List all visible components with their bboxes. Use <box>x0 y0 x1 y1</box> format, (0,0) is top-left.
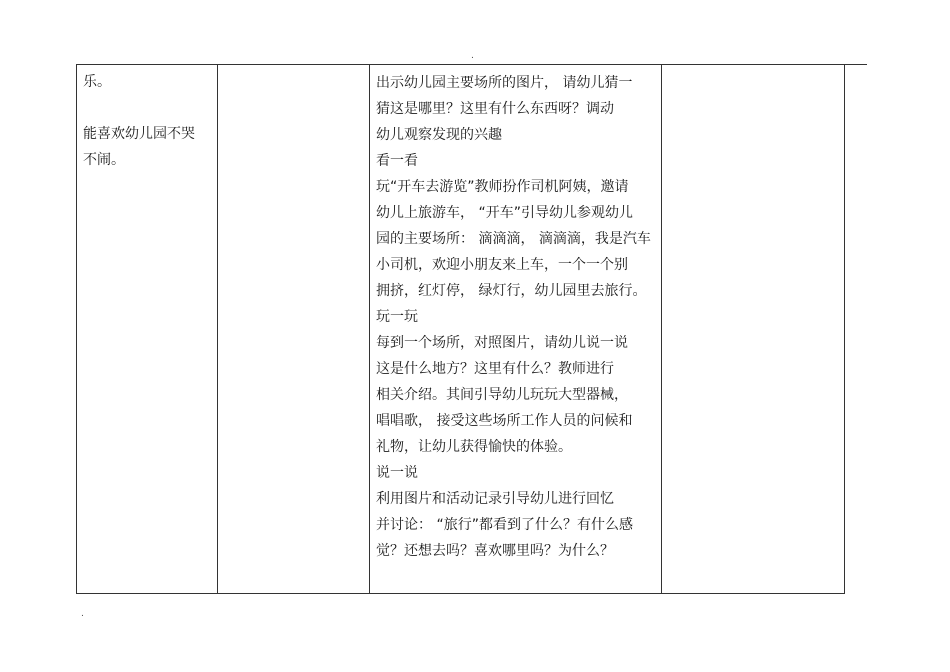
activity-line: 觉？还想去吗？喜欢哪里吗？为什么？ <box>376 543 614 559</box>
activity-line: 利用图片和活动记录引导幼儿进行回忆 <box>376 491 614 507</box>
goals-line: 不闹。 <box>83 152 125 168</box>
activity-line: 玩“开车去游览”教师扮作司机阿姨，邀请 <box>376 179 629 195</box>
goals-blank-line <box>83 95 217 121</box>
table-cell-preparation <box>218 65 370 594</box>
activity-text-block <box>370 65 661 564</box>
activity-line: 这是什么地方？这里有什么？教师进行 <box>376 361 614 377</box>
activity-section-heading: 玩一玩 <box>376 309 418 325</box>
activity-line: 相关介绍。其间引导幼儿玩玩大型器械， <box>376 387 628 403</box>
activity-line: 礼物，让幼儿获得愉快的体验。 <box>376 439 572 455</box>
activity-line: 每到一个场所，对照图片，请幼儿说一说 <box>376 335 628 351</box>
activity-line: 并讨论： “旅行”都看到了什么？有什么感 <box>376 517 633 533</box>
activity-line: 唱唱歌， 接受这些场所工作人员的问候和 <box>376 413 633 429</box>
goals-text-block <box>77 65 217 173</box>
activity-line: 小司机，欢迎小朋友来上车，一个一个别 <box>376 257 628 273</box>
activity-line: 出示幼儿园主要场所的图片， 请幼儿猜一 <box>376 75 633 91</box>
table-cell-activity-process <box>370 65 662 594</box>
activity-section-heading: 说一说 <box>376 465 418 481</box>
activity-section-heading: 看一看 <box>376 153 418 169</box>
lesson-plan-table <box>76 64 845 594</box>
activity-line: 幼儿上旅游车， “开车”引导幼儿参观幼儿 <box>376 205 633 221</box>
page-header-dot: . <box>471 51 474 61</box>
activity-line: 园的主要场所： 滴滴滴， 滴滴滴，我是汽车 <box>376 231 651 247</box>
activity-line: 猜这是哪里？这里有什么东西呀？调动 <box>376 101 614 117</box>
goals-line: 乐。 <box>83 74 111 90</box>
table-cell-goals <box>77 65 218 594</box>
table-row <box>77 65 845 594</box>
activity-line: 幼儿观察发现的兴趣 <box>376 127 502 143</box>
goals-line: 能喜欢幼儿园不哭 <box>83 126 195 142</box>
page-footer-dot: . <box>81 609 84 619</box>
table-cell-notes <box>662 65 845 594</box>
activity-line: 拥挤，红灯停， 绿灯行，幼儿园里去旅行。 <box>376 283 647 299</box>
table-edge-line <box>845 64 867 65</box>
